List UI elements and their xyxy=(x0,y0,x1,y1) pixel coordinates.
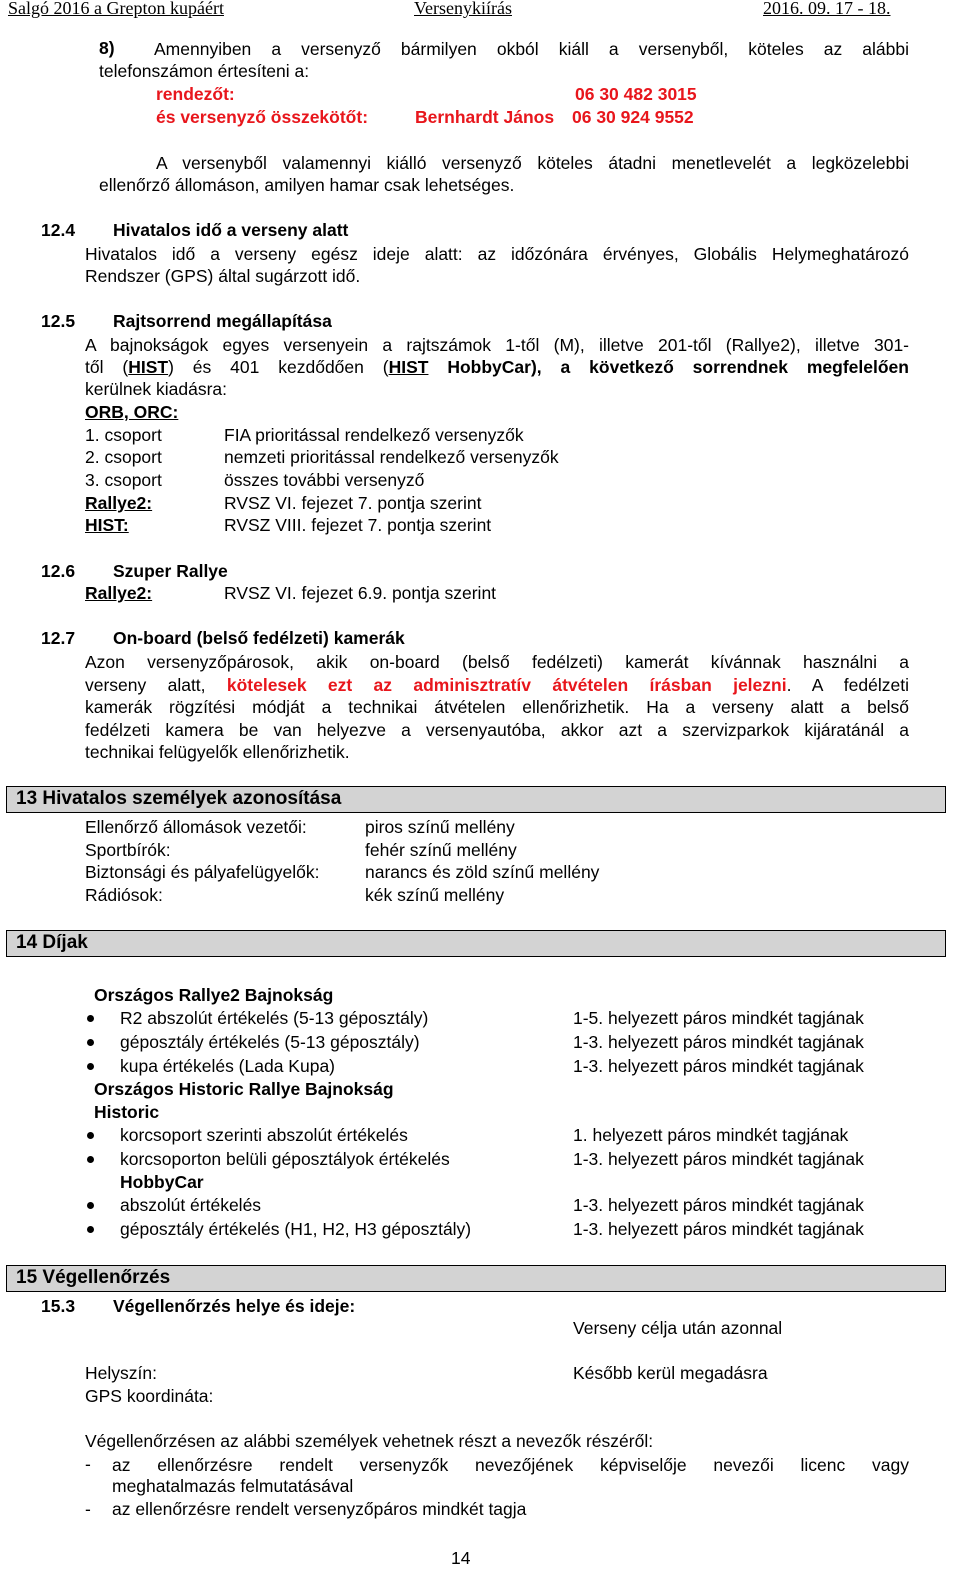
page-number: 14 xyxy=(451,1548,471,1568)
camera-notice: kötelesek ezt az adminisztratív átvételen írásban jelezni xyxy=(226,675,787,695)
hobbycar-subheading: HobbyCar xyxy=(120,1172,204,1192)
section-15-heading: 15 Végellenőrzés xyxy=(6,1265,946,1292)
prize-3-value: 1-3. helyezett páros mindkét tagjának xyxy=(573,1056,864,1076)
s8-number: 8) xyxy=(99,38,115,58)
orb-orc-label: ORB, ORC: xyxy=(85,402,179,422)
bullet-icon xyxy=(87,1063,94,1070)
s12-5-line1: A bajnokságok egyes versenyein a rajtszámok 1-től (M), illetve 201-től (Rallye2), illetve 301- xyxy=(85,335,909,355)
s12-7-line4: fedélzeti kamera be van helyezve a versenyautóba, akkor azt a szervizparkok kijáratánál a xyxy=(85,720,909,740)
place-label: Helyszín: xyxy=(85,1363,157,1383)
s12-5-line3: kerülnek kiadásra: xyxy=(85,379,228,399)
historic-subheading: Historic xyxy=(94,1102,160,1122)
s12-5-line2: től (HIST) és 401 kezdődően (HIST HobbyCar), a következő sorrendnek megfelelően xyxy=(85,357,909,377)
prize-5-label: korcsoporton belüli géposztályok értékelés xyxy=(120,1149,450,1169)
bullet-icon xyxy=(87,1015,94,1022)
bullet-icon xyxy=(87,1226,94,1233)
s12-6-value: RVSZ VI. fejezet 6.9. pontja szerint xyxy=(224,583,497,603)
prize-1-value: 1-5. helyezett páros mindkét tagjának xyxy=(573,1008,864,1028)
official-1-value: piros színű mellény xyxy=(365,817,515,837)
section-13-heading: 13 Hivatalos személyek azonosítása xyxy=(6,786,946,813)
official-3-value: narancs és zöld színű mellény xyxy=(365,862,600,882)
bullet-icon xyxy=(87,1156,94,1163)
group-1-value: FIA prioritással rendelkező versenyzők xyxy=(224,425,524,445)
osszekoto-name: Bernhardt János xyxy=(415,107,555,127)
group-1-label: 1. csoport xyxy=(85,425,162,445)
dash-2: - xyxy=(85,1499,91,1519)
osszekoto-label: és versenyző összekötőt: xyxy=(156,107,369,127)
bullet-icon xyxy=(87,1202,94,1209)
s15-3-title: Végellenőrzés helye és ideje: xyxy=(113,1296,356,1316)
s12-7-line3: kamerák rögzítési módját a technikai átvételen ellenőrizhetik. Ha a verseny alatt a belső xyxy=(85,697,909,717)
official-2-label: Sportbírók: xyxy=(85,840,171,860)
final-check-intro: Végellenőrzésen az alábbi személyek vehetnek részt a nevezők részéről: xyxy=(85,1431,654,1451)
dash-1: - xyxy=(85,1454,91,1474)
group-2-value: nemzeti prioritással rendelkező versenyzők xyxy=(224,447,559,467)
s12-5-number: 12.5 xyxy=(41,311,76,331)
official-3-label: Biztonsági és pályafelügyelők: xyxy=(85,862,320,882)
prize-7-label: géposztály értékelés (H1, H2, H3 géposztály) xyxy=(120,1219,472,1239)
prize-3-label: kupa értékelés (Lada Kupa) xyxy=(120,1056,335,1076)
s12-4-line1: Hivatalos idő a verseny egész ideje alatt: az időzónára érvényes, Globális Helymeghatározó xyxy=(85,244,909,264)
header-doc-type: Versenykiírás xyxy=(414,0,512,18)
s12-6-title: Szuper Rallye xyxy=(113,561,228,581)
rendezo-phone: 06 30 482 3015 xyxy=(575,84,697,104)
s8-para-line2: ellenőrző állomáson, amilyen hamar csak lehetséges. xyxy=(99,175,515,195)
prize-4-value: 1. helyezett páros mindkét tagjának xyxy=(573,1125,849,1145)
s12-7-number: 12.7 xyxy=(41,628,76,648)
prize-4-label: korcsoport szerinti abszolút értékelés xyxy=(120,1125,408,1145)
osszekoto-phone: 06 30 924 9552 xyxy=(572,107,694,127)
attendee-1-line2: meghatalmazás felmutatásával xyxy=(112,1476,354,1496)
group-3-value: összes további versenyző xyxy=(224,470,425,490)
official-2-value: fehér színű mellény xyxy=(365,840,517,860)
prize-2-value: 1-3. helyezett páros mindkét tagjának xyxy=(573,1032,864,1052)
bullet-icon xyxy=(87,1132,94,1139)
s12-4-title: Hivatalos idő a verseny alatt xyxy=(113,220,349,240)
prize-6-label: abszolút értékelés xyxy=(120,1195,262,1215)
hist-label: HIST: xyxy=(85,515,129,535)
section-14-heading: 14 Díjak xyxy=(6,930,946,957)
s8-line2: telefonszámon értesíteni a: xyxy=(99,61,310,81)
s12-4-line2: Rendszer (GPS) által sugárzott idő. xyxy=(85,266,361,286)
s12-5-title: Rajtsorrend megállapítása xyxy=(113,311,332,331)
gps-label: GPS koordináta: xyxy=(85,1386,214,1406)
final-check-time: Verseny célja után azonnal xyxy=(573,1318,783,1338)
s12-6-label: Rallye2: xyxy=(85,583,153,603)
s15-3-number: 15.3 xyxy=(41,1296,76,1316)
official-1-label: Ellenőrző állomások vezetői: xyxy=(85,817,307,837)
bullet-icon xyxy=(87,1039,94,1046)
attendee-1-line1: az ellenőrzésre rendelt versenyzők nevezőjének képviselője nevezői licenc vagy xyxy=(112,1455,909,1475)
s8-para-line1: A versenyből valamennyi kiálló versenyző köteles átadni menetlevelét a legközelebbi xyxy=(156,153,909,173)
rallye2-champ-heading: Országos Rallye2 Bajnokság xyxy=(94,985,334,1005)
prize-5-value: 1-3. helyezett páros mindkét tagjának xyxy=(573,1149,864,1169)
historic-champ-heading: Országos Historic Rallye Bajnokság xyxy=(94,1079,394,1099)
header-date: 2016. 09. 17 - 18. xyxy=(763,0,891,18)
prize-7-value: 1-3. helyezett páros mindkét tagjának xyxy=(573,1219,864,1239)
official-4-value: kék színű mellény xyxy=(365,885,505,905)
s12-7-line2: verseny alatt, kötelesek ezt az adminisztratív átvételen írásban jelezni. A fedélzeti xyxy=(85,675,909,695)
s12-4-number: 12.4 xyxy=(41,220,76,240)
s12-7-title: On-board (belső fedélzeti) kamerák xyxy=(113,628,405,648)
page-header xyxy=(0,0,960,22)
hist-value: RVSZ VIII. fejezet 7. pontja szerint xyxy=(224,515,492,535)
attendee-2: az ellenőrzésre rendelt versenyzőpáros mindkét tagja xyxy=(112,1499,527,1519)
header-event-title: Salgó 2016 a Grepton kupáért xyxy=(8,0,224,18)
prize-1-label: R2 abszolút értékelés (5-13 géposztály) xyxy=(120,1008,429,1028)
rendezo-label: rendezőt: xyxy=(156,84,235,104)
s12-7-line1: Azon versenyzőpárosok, akik on-board (belső fedélzeti) kamerát kívánnak használni a xyxy=(85,652,909,672)
group-2-label: 2. csoport xyxy=(85,447,162,467)
official-4-label: Rádiósok: xyxy=(85,885,163,905)
group-3-label: 3. csoport xyxy=(85,470,162,490)
rallye2-label: Rallye2: xyxy=(85,493,153,513)
rallye2-value: RVSZ VI. fejezet 7. pontja szerint xyxy=(224,493,482,513)
s12-7-line5: technikai felügyelők ellenőrizhetik. xyxy=(85,742,350,762)
prize-2-label: géposztály értékelés (5-13 géposztály) xyxy=(120,1032,420,1052)
s8-line1: Amennyiben a versenyző bármilyen okból kiáll a versenyből, köteles az alábbi xyxy=(154,39,909,59)
s12-6-number: 12.6 xyxy=(41,561,76,581)
prize-6-value: 1-3. helyezett páros mindkét tagjának xyxy=(573,1195,864,1215)
place-value: Később kerül megadásra xyxy=(573,1363,768,1383)
